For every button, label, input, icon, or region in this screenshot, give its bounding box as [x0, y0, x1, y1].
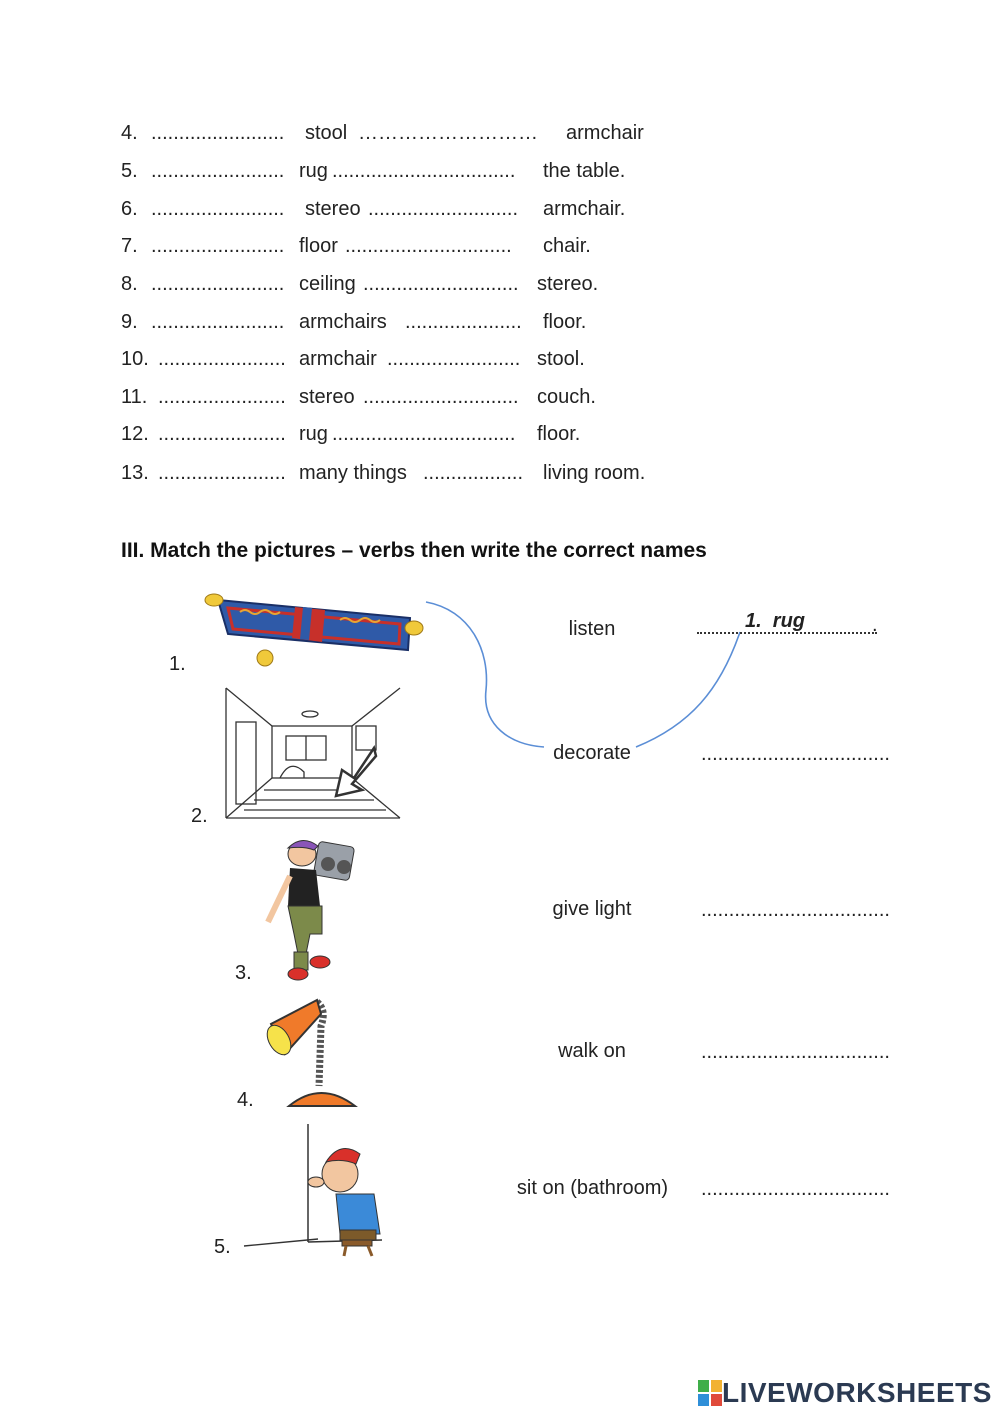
sentence-number: 12.: [121, 423, 149, 445]
liveworksheets-logo-icon: [698, 1380, 722, 1406]
brand-logo: [698, 1376, 992, 1410]
blank-1[interactable]: .......................: [158, 462, 286, 484]
match-line: [426, 602, 544, 747]
picture-number: 1.: [169, 653, 186, 675]
sentence-end: stool.: [537, 348, 585, 370]
blank-2[interactable]: ........................: [387, 348, 521, 370]
blank-1[interactable]: ........................: [151, 311, 285, 333]
sentence-word: floor: [299, 235, 338, 257]
blank-1[interactable]: ........................: [151, 122, 285, 144]
rug-icon[interactable]: [200, 588, 430, 670]
sentence-end: stereo.: [537, 273, 599, 295]
sentence-word: rug: [299, 423, 328, 445]
sentence-end: floor.: [543, 311, 587, 333]
sentence-word: many things: [299, 462, 407, 484]
sentence-end: armchair: [566, 122, 644, 144]
blank-2[interactable]: ………………………: [358, 122, 538, 144]
sentence-word: armchair: [299, 348, 377, 370]
answer-field[interactable]: ..................................: [701, 1041, 890, 1063]
blank-1[interactable]: .......................: [158, 348, 286, 370]
picture-number: 3.: [235, 962, 252, 984]
blank-2[interactable]: ............................: [363, 386, 519, 408]
sentence-number: 5.: [121, 160, 138, 182]
blank-1[interactable]: ........................: [151, 160, 285, 182]
sentence-word: stereo: [305, 198, 361, 220]
blank-2[interactable]: ..............................: [345, 235, 512, 257]
blank-2[interactable]: ...........................: [368, 198, 519, 220]
sentence-end: couch.: [537, 386, 596, 408]
blank-2[interactable]: .................................: [332, 423, 516, 445]
sentence-word: stereo: [299, 386, 355, 408]
room-ceiling-icon[interactable]: [224, 686, 404, 822]
verb-item[interactable]: listen: [568, 618, 616, 640]
sentence-end: chair.: [543, 235, 591, 257]
sentence-number: 7.: [121, 235, 138, 257]
answer-field[interactable]: ..................................: [701, 743, 890, 765]
picture-number: 2.: [191, 805, 208, 827]
verb-item[interactable]: sit on (bathroom): [516, 1177, 669, 1199]
sentence-number: 9.: [121, 311, 138, 333]
sentence-number: 10.: [121, 348, 149, 370]
verb-item[interactable]: decorate: [553, 742, 631, 764]
sentence-number: 13.: [121, 462, 149, 484]
blank-1[interactable]: ........................: [151, 198, 285, 220]
blank-2[interactable]: ..................: [423, 462, 524, 484]
lamp-icon[interactable]: [263, 996, 363, 1110]
sentence-end: floor.: [537, 423, 581, 445]
brand-name: LIVEWORKSHEETS: [722, 1377, 992, 1408]
blank-2[interactable]: ............................: [363, 273, 519, 295]
answer-field-1[interactable]: [697, 610, 877, 634]
sentence-number: 4.: [121, 122, 138, 144]
verb-item[interactable]: give light: [552, 898, 632, 920]
blank-1[interactable]: .......................: [158, 423, 286, 445]
sentence-word: rug: [299, 160, 328, 182]
sentence-end: armchair.: [543, 198, 626, 220]
answer-field[interactable]: ..................................: [701, 899, 890, 921]
blank-1[interactable]: ........................: [151, 273, 285, 295]
picture-number: 5.: [214, 1236, 231, 1258]
sentence-number: 6.: [121, 198, 138, 220]
sentence-word: ceiling: [299, 273, 356, 295]
blank-2[interactable]: .................................: [332, 160, 516, 182]
answer-end-dot: .: [872, 614, 878, 636]
man-on-stool-icon[interactable]: [296, 1122, 386, 1258]
answer-field[interactable]: ..................................: [701, 1178, 890, 1200]
sentence-end: living room.: [543, 462, 646, 484]
sentence-word: armchairs: [299, 311, 387, 333]
sentence-end: the table.: [543, 160, 626, 182]
blank-2[interactable]: .....................: [405, 311, 522, 333]
blank-1[interactable]: .......................: [158, 386, 286, 408]
boy-with-stereo-icon[interactable]: [262, 836, 358, 982]
blank-1[interactable]: ........................: [151, 235, 285, 257]
picture-number: 4.: [237, 1089, 254, 1111]
sentence-number: 11.: [121, 386, 148, 408]
match-line: [636, 632, 740, 747]
sentence-word: stool: [305, 122, 348, 144]
verb-item[interactable]: walk on: [558, 1040, 626, 1062]
sentence-number: 8.: [121, 273, 138, 295]
section-heading: III. Match the pictures – verbs then write the correct names: [121, 539, 707, 562]
